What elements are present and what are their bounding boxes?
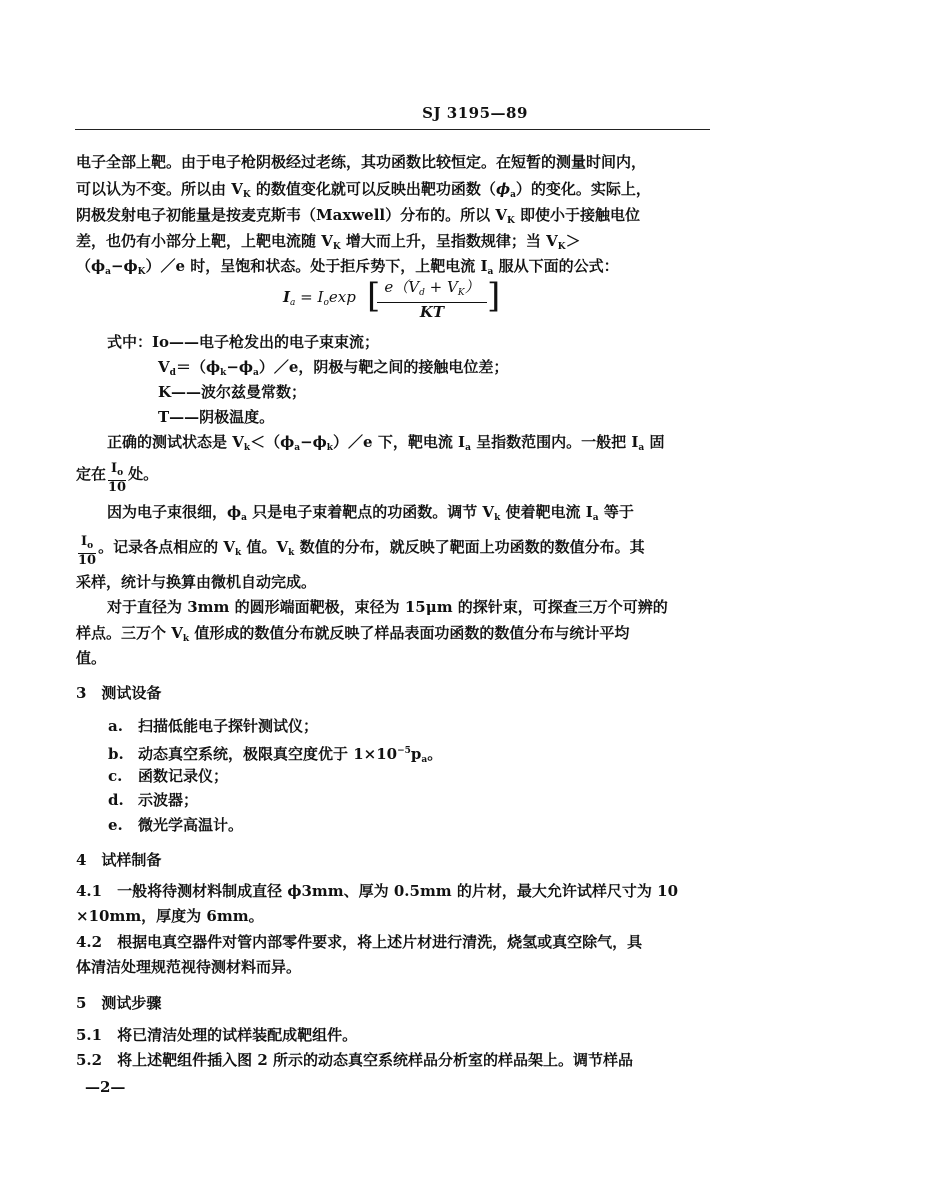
equipment-item-c: c. 函数记录仪； [108,767,229,785]
equipment-item-d: d. 示波器； [108,791,199,809]
p1-line-1: 电子全部上靶。由于电子枪阴极经过老练，其功函数比较恒定。在短暂的测量时间内， [76,153,647,171]
section-3-title: 3 测试设备 [76,684,162,702]
io-over-10-fraction-2: $\frac{I_o}{10}$ [78,534,97,568]
p1-line-3: 阴极发射电子初能量是按麦克斯韦（Maxwell）分布的。所以 $V_K$ 即使小于接触电位 [76,206,641,226]
formula-numerator: $e(V_d + V_K)$ [377,278,487,303]
formula-denominator: KT [419,303,445,321]
page-number: —2— [85,1078,126,1096]
bracket-open: [ [367,276,381,316]
clause-4-2-line-1: 4.2 根据电真空器件对管内部零件要求，将上述片材进行清洗，烧氢或真空除气，具 [76,933,643,951]
clause-5-2: 5.2 将上述靶组件插入图 2 所示的动态真空系统样品分析室的样品架上。调节样品 [76,1051,633,1069]
section-5-title: 5 测试步骤 [76,994,162,1012]
clause-4-1-line-2: ×10mm，厚度为 6mm。 [76,907,264,925]
def-vd: $V_d=(\phi_k-\phi_a)/e$，阴极与靶之间的接触电位差； [158,358,509,378]
section-4-title: 4 试样制备 [76,851,162,869]
equipment-item-b: b. 动态真空系统，极限真空度优于 $1\times 10^{-5}p_a$。 [108,745,443,765]
io-over-10-fraction: $\frac{I_o}{10}$ [108,461,127,495]
clause-4-2-line-2: 体清洁处理规范视待测材料而异。 [76,958,302,976]
p1-line-4: 差，也仍有小部分上靶，上靶电流随 $V_K$ 增大而上升，呈指数规律；当 $V_K>$ [76,232,581,252]
p4-line-1: 对于直径为 3mm 的圆形端面靶极，束径为 15μm 的探针束，可探查三万个可辨的 [107,598,668,616]
p4-line-2: 样点。三万个 $V_k$ 值形成的数值分布就反映了样品表面功函数的数值分布与统计平均 [76,624,630,644]
equipment-item-a: a. 扫描低能电子探针测试仪； [108,717,319,735]
p1-line-5: $(\phi_a-\phi_K)/e$ 时，呈饱和状态。处于拒斥势下，上靶电流 $I_a$ 服从下面的公式： [76,257,619,277]
def-k: K——波尔兹曼常数； [158,383,307,401]
p1-line-2: 可以认为不变。所以由 $V_K$ 的数值变化就可以反映出靶功函数$(\phi_a)$的变化。实际上， [76,180,651,200]
p2-line-1: 正确的测试状态是 $V_k<(\phi_a-\phi_k)/e$ 下，靶电流 $I_a$ 呈指数范围内。一般把 $I_a$ 固 [107,433,665,453]
def-t: T——阴极温度。 [158,408,275,426]
p3-line-3: 采样，统计与换算由微机自动完成。 [76,573,317,591]
p3-line-2: $\frac{I_o}{10}$ 。记录各点相应的 $V_k$ 值。$V_k$ 数值的分布，就反映了靶面上功函数的数值分布。其 [78,534,645,568]
formula-lhs: $I_a = I_o\exp$ [283,288,356,308]
p2-line-2: 定在 $\frac{I_o}{10}$ 处。 [76,461,159,495]
clause-4-1-line-1: 4.1 一般将待测材料制成直径 ϕ3mm、厚为 0.5mm 的片材，最大允许试样尺寸为 10 [76,882,679,900]
bracket-close: ] [487,276,501,316]
header-rule [75,129,710,130]
p3-line-1: 因为电子束很细，$\phi_a$ 只是电子束着靶点的功函数。调节 $V_k$ 使着靶电流 $I_a$ 等于 [107,503,634,523]
def-io: 式中：Io——电子枪发出的电子束束流； [107,333,380,351]
p4-line-3: 值。 [76,649,107,667]
clause-5-1: 5.1 将已清洁处理的试样装配成靶组件。 [76,1026,358,1044]
doc-header: SJ 3195—89 [422,104,528,122]
formula-fraction [377,278,487,321]
equipment-item-e: e. 微光学高温计。 [108,816,244,834]
